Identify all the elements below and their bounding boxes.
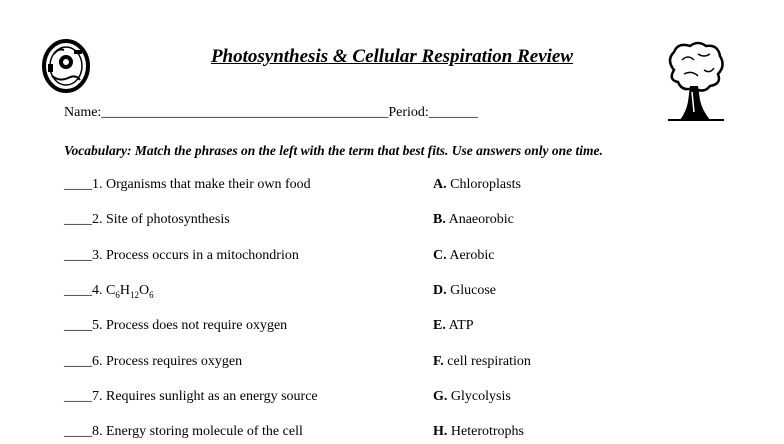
- list-item: [64, 248, 764, 268]
- phrase-7: ____7. Requires sunlight as an energy source: [64, 389, 318, 404]
- term-c: C. Aerobic: [433, 248, 495, 263]
- term-a: A. Chloroplasts: [433, 177, 521, 192]
- list-item: [64, 354, 764, 374]
- phrase-1: ____1. Organisms that make their own food: [64, 177, 311, 192]
- list-item: [64, 283, 764, 303]
- phrase-2: ____2. Site of photosynthesis: [64, 212, 230, 227]
- phrase-4: ____4. $C_6H_{12}O_6$: [64, 283, 154, 300]
- list-item: [64, 389, 764, 409]
- list-item: [64, 318, 764, 338]
- term-b: B. Anaeorobic: [433, 212, 514, 227]
- term-g: G. Glycolysis: [433, 389, 511, 404]
- phrase-8: ____8. Energy storing molecule of the cell: [64, 424, 303, 439]
- term-e: E. ATP: [433, 318, 474, 333]
- phrase-3: ____3. Process occurs in a mitochondrion: [64, 248, 299, 263]
- term-f: F. cell respiration: [433, 354, 531, 369]
- vocabulary-instructions: Vocabulary: Match the phrases on the left with the term that best fits. Use answers only one time.: [64, 143, 603, 158]
- page-title: Photosynthesis & Cellular Respiration Review: [210, 46, 574, 67]
- list-item: [64, 177, 764, 197]
- phrase-5: ____5. Process does not require oxygen: [64, 318, 288, 333]
- list-item: [64, 212, 764, 232]
- list-item: [64, 424, 764, 444]
- term-h: H. Heterotrophs: [433, 424, 524, 439]
- term-d: D. Glucose: [433, 283, 497, 298]
- phrase-6: ____6. Process requires oxygen: [64, 354, 243, 369]
- name-period-line[interactable]: Name:_________________________________________Period:_______: [64, 105, 478, 120]
